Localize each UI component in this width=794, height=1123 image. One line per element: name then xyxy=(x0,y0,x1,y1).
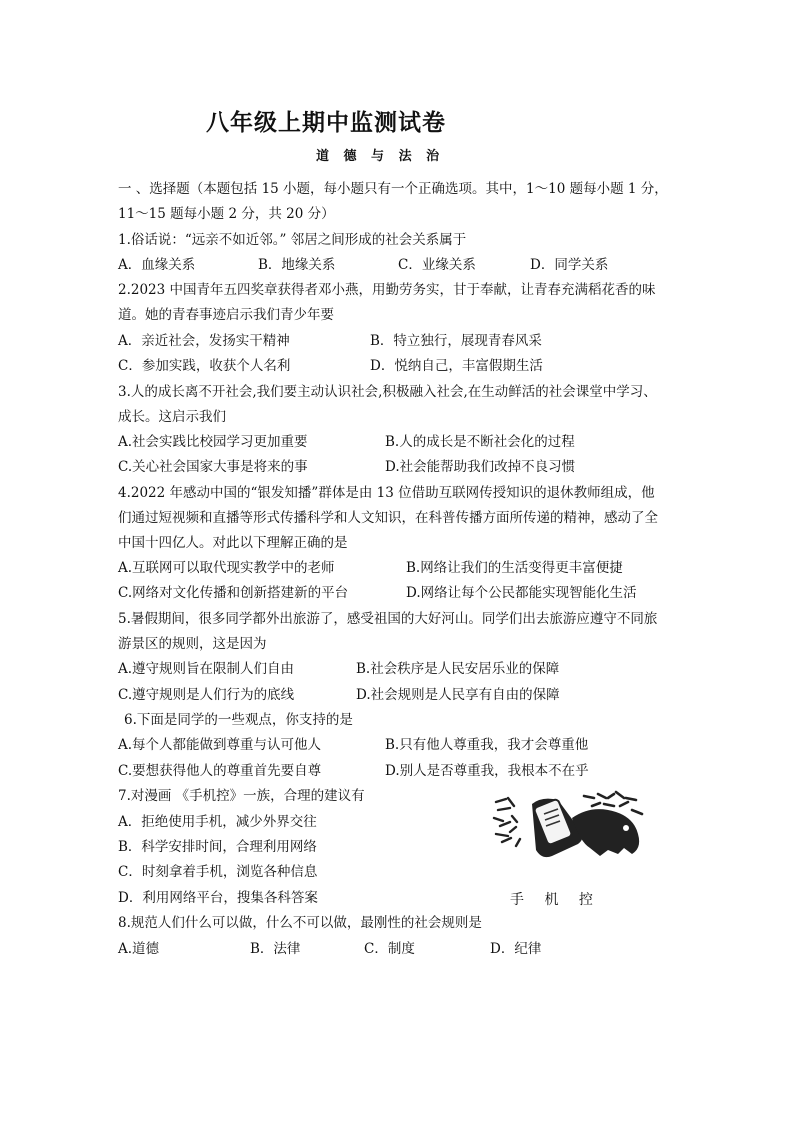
question-6-option-c: C.要想获得他人的尊重首先要自尊 xyxy=(118,763,322,779)
question-6-option-b: B.只有他人尊重我，我才会尊重他 xyxy=(385,737,589,753)
section-instructions-line2: 11～15 题每小题 2 分，共 20 分） xyxy=(118,206,335,222)
question-2-stem-line2: 道。她的青春事迹启示我们青少年要 xyxy=(118,307,334,323)
question-8-option-b: B．法律 xyxy=(250,941,301,957)
question-3-stem-line1: 3.人的成长离不开社会,我们要主动认识社会,积极融入社会,在生动鲜活的社会课堂中学习、 xyxy=(118,384,657,400)
question-3-option-b: B.人的成长是不断社会化的过程 xyxy=(385,434,575,450)
question-2-option-c: C．参加实践，收获个人名利 xyxy=(118,358,291,374)
question-7-option-d: D．利用网络平台，搜集各科答案 xyxy=(118,890,318,906)
question-7-option-c: C．时刻拿着手机，浏览各种信息 xyxy=(118,864,318,880)
section-instructions-line1: 一 、选择题（本题包括 15 小题，每小题只有一个正确选项。其中，1～10 题每小题 1 分， xyxy=(118,181,668,197)
question-7-option-a: A．拒绝使用手机，减少外界交往 xyxy=(118,814,317,830)
question-5-option-d: D.社会规则是人民享有自由的保障 xyxy=(356,687,560,703)
question-3-option-d: D.社会能帮助我们改掉不良习惯 xyxy=(385,459,576,475)
question-4-option-d: D.网络让每个公民都能实现智能化生活 xyxy=(406,585,637,601)
question-2-stem-line1: 2.2023 中国青年五四奖章获得者邓小燕，用勤劳务实，甘于奉献，让青春充满稻花香的味 xyxy=(118,282,656,298)
question-2-option-d: D．悦纳自己，丰富假期生活 xyxy=(370,358,543,374)
question-5-option-a: A.遵守规则旨在限制人们自由 xyxy=(118,661,295,677)
question-1-option-d: D．同学关系 xyxy=(530,257,609,273)
question-8-stem: 8.规范人们什么可以做，什么不可以做，最刚性的社会规则是 xyxy=(118,915,482,931)
question-7-option-b: B．科学安排时间，合理利用网络 xyxy=(118,839,317,855)
question-2-option-a: A．亲近社会，发扬实干精神 xyxy=(118,333,290,349)
question-4-stem-line2: 们通过短视频和直播等形式传播科学和人文知识，在科普传播方面所传递的精神，感动了全 xyxy=(118,510,658,526)
question-3-option-a: A.社会实践比校园学习更加重要 xyxy=(118,434,308,450)
question-5-option-b: B.社会秩序是人民安居乐业的保障 xyxy=(356,661,560,677)
question-8-option-d: D．纪律 xyxy=(490,941,542,957)
question-5-option-c: C.遵守规则是人们行为的底线 xyxy=(118,687,295,703)
cartoon-caption: 手 机 控 xyxy=(510,892,601,908)
question-6-stem: 6.下面是同学的一些观点，你支持的是 xyxy=(124,712,353,728)
question-1-option-c: C．业缘关系 xyxy=(398,257,476,273)
question-5-stem-line1: 5.暑假期间，很多同学都外出旅游了，感受祖国的大好河山。同学们出去旅游应遵守不同旅 xyxy=(118,611,658,627)
question-8-option-a: A.道德 xyxy=(118,941,160,957)
question-4-stem-line3: 中国十四亿人。对此以下理解正确的是 xyxy=(118,535,348,551)
question-5-stem-line2: 游景区的规则，这是因为 xyxy=(118,636,267,652)
question-4-option-c: C.网络对文化传播和创新搭建新的平台 xyxy=(118,585,349,601)
question-3-option-c: C.关心社会国家大事是将来的事 xyxy=(118,459,308,475)
question-2-option-b: B．特立独行，展现青春风采 xyxy=(370,333,542,349)
question-6-option-d: D.别人是否尊重我，我根本不在乎 xyxy=(385,763,589,779)
exam-title: 八年级上期中监测试卷 xyxy=(206,110,446,136)
subject-subtitle: 道 德 与 法 治 xyxy=(316,149,445,164)
question-1-stem: 1.俗话说：“远亲不如近邻。” 邻居之间形成的社会关系属于 xyxy=(118,232,467,248)
question-6-option-a: A.每个人都能做到尊重与认可他人 xyxy=(118,737,322,753)
cartoon-image xyxy=(488,788,648,860)
question-4-option-b: B.网络让我们的生活变得更丰富便捷 xyxy=(406,560,623,576)
question-8-option-c: C．制度 xyxy=(364,941,415,957)
question-1-option-a: A．血缘关系 xyxy=(118,257,196,273)
question-3-stem-line2: 成长。这启示我们 xyxy=(118,409,226,425)
question-7-stem: 7.对漫画 《手机控》一族，合理的建议有 xyxy=(118,788,365,804)
question-1-option-b: B．地缘关系 xyxy=(258,257,336,273)
question-4-option-a: A.互联网可以取代现实教学中的老师 xyxy=(118,560,335,576)
question-4-stem-line1: 4.2022 年感动中国的“银发知播”群体是由 13 位借助互联网传授知识的退休教师组成，他 xyxy=(118,485,655,501)
